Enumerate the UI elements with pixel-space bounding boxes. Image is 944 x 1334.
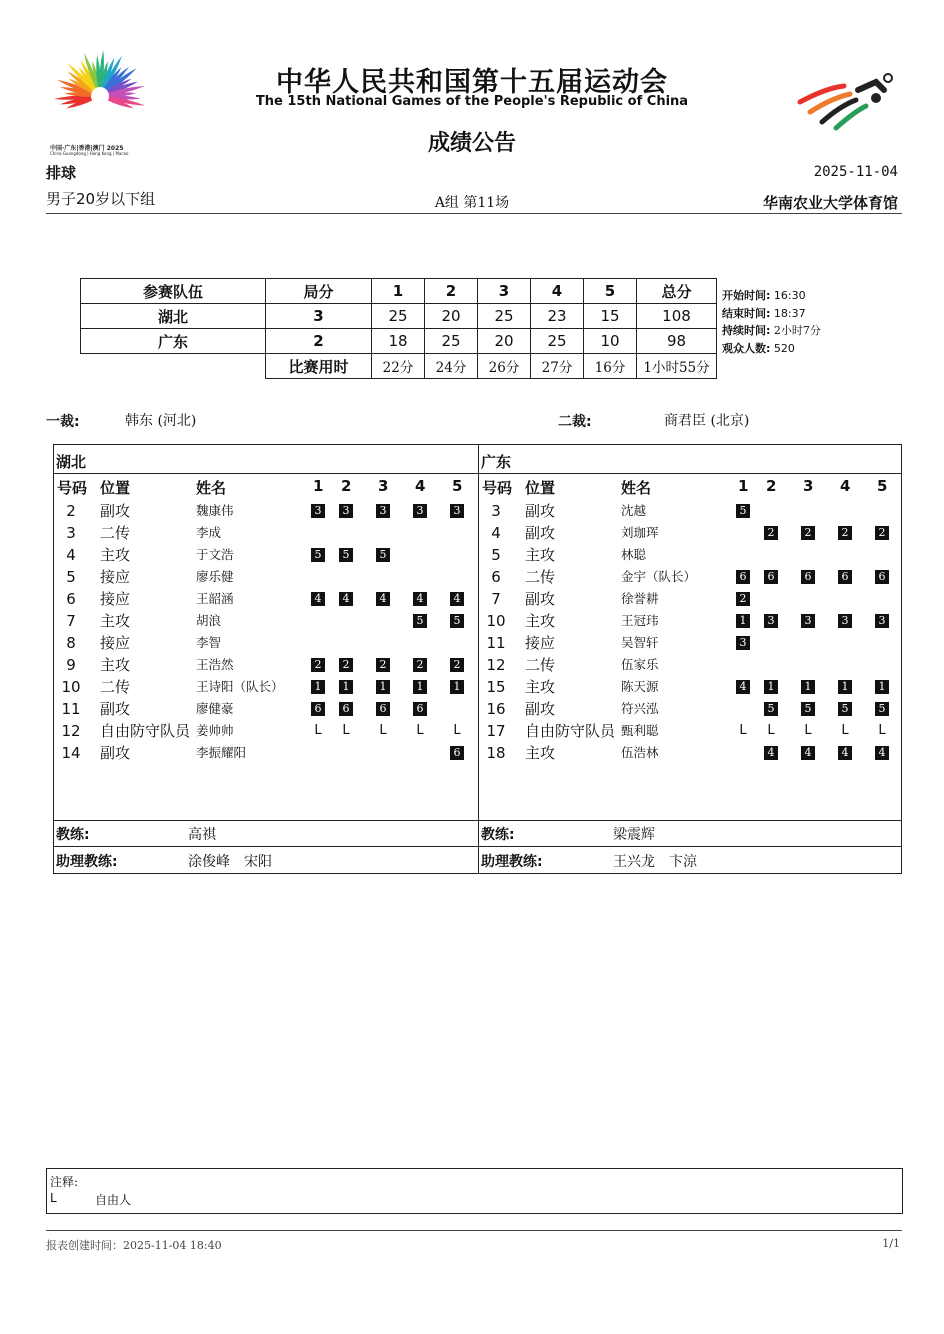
starting-rotation-badge: 1 — [874, 679, 890, 695]
roster-team-2 — [479, 445, 903, 873]
player-number: 5 — [491, 546, 501, 564]
starting-rotation-badge: 3 — [763, 613, 779, 629]
starting-rotation-badge: 6 — [735, 569, 751, 585]
col-number: 号码 — [57, 479, 88, 497]
starting-rotation-badge: 1 — [338, 679, 354, 695]
starting-rotation-badge: 2 — [412, 657, 428, 673]
col-set-3: 3 — [378, 477, 389, 495]
set-duration: 27分 — [531, 354, 584, 379]
sets-won: 3 — [266, 304, 372, 329]
starting-rotation-badge: 5 — [874, 701, 890, 717]
start-time-line — [722, 287, 821, 305]
starting-rotation-badge: 3 — [800, 613, 816, 629]
starting-rotation-badge: 5 — [375, 547, 391, 563]
player-number: 5 — [66, 568, 76, 586]
player-name: 廖健豪 — [196, 701, 234, 716]
starting-rotation-badge: 3 — [412, 503, 428, 519]
starting-rotation-badge: 3 — [449, 503, 465, 519]
player-row — [479, 500, 903, 522]
player-row — [54, 676, 478, 698]
player-number: 3 — [66, 524, 76, 542]
assistant-coaches: 王兴龙 卞涼 — [613, 854, 697, 870]
col-set-4: 4 — [840, 477, 851, 495]
col-set-2: 2 — [766, 477, 777, 495]
starting-rotation-badge: 4 — [375, 591, 391, 607]
results-announcement-title: 成绩公告 — [427, 131, 516, 156]
col-position: 位置 — [100, 479, 131, 497]
header-set-5: 5 — [584, 279, 637, 304]
starting-rotation-badge: 5 — [800, 701, 816, 717]
page-number: 1/1 — [882, 1237, 900, 1250]
player-row — [54, 698, 478, 720]
set-score: 25 — [478, 304, 531, 329]
player-row — [479, 632, 903, 654]
libero-mark: L — [767, 723, 775, 738]
starting-rotation-badge: 1 — [375, 679, 391, 695]
player-name: 王浩然 — [196, 657, 234, 672]
duration: 2小时7分 — [773, 324, 821, 337]
roster-team-name: 湖北 — [56, 453, 87, 471]
set-duration: 24分 — [425, 354, 478, 379]
set-score: 10 — [584, 329, 637, 354]
libero-mark: L — [453, 723, 461, 738]
header-divider — [46, 213, 902, 214]
player-name: 廖乐健 — [196, 569, 234, 584]
player-row — [54, 566, 478, 588]
player-position: 主攻 — [525, 612, 556, 630]
libero-mark: L — [379, 723, 387, 738]
first-referee: 韩东 (河北) — [125, 413, 197, 429]
player-name: 甄利聪 — [621, 723, 659, 738]
player-row — [479, 676, 903, 698]
match-info — [722, 287, 821, 357]
player-position: 副攻 — [100, 502, 131, 520]
player-number: 15 — [486, 678, 506, 696]
starting-rotation-badge: 6 — [338, 701, 354, 717]
player-name: 于文浩 — [196, 547, 234, 562]
header-team: 参赛队伍 — [81, 279, 266, 304]
starting-rotation-badge: 1 — [412, 679, 428, 695]
player-position: 主攻 — [525, 744, 556, 762]
starting-rotation-badge: 4 — [763, 745, 779, 761]
player-position: 自由防守队员 — [100, 722, 191, 740]
libero-mark: L — [314, 723, 322, 738]
col-name: 姓名 — [196, 479, 227, 497]
starting-rotation-badge: 3 — [310, 503, 326, 519]
player-number: 16 — [486, 700, 506, 718]
starting-rotation-badge: 2 — [449, 657, 465, 673]
player-name: 徐誉耕 — [621, 591, 659, 606]
player-position: 二传 — [100, 678, 131, 696]
team-rosters — [53, 444, 902, 874]
starting-rotation-badge: 4 — [338, 591, 354, 607]
set-score: 25 — [425, 329, 478, 354]
player-name: 姜帅帅 — [196, 723, 234, 738]
total-duration: 1小时55分 — [637, 354, 717, 379]
player-name: 吴智轩 — [621, 635, 659, 650]
match-time-label: 比赛用时 — [266, 354, 372, 379]
starting-rotation-badge: 3 — [874, 613, 890, 629]
player-name: 伍浩林 — [621, 745, 659, 760]
starting-rotation-badge: 5 — [837, 701, 853, 717]
player-position: 副攻 — [525, 590, 556, 608]
starting-rotation-badge: 4 — [310, 591, 326, 607]
set-score: 25 — [531, 329, 584, 354]
starting-rotation-badge: 5 — [338, 547, 354, 563]
team-name: 湖北 — [81, 304, 266, 329]
player-position: 自由防守队员 — [525, 722, 616, 740]
player-number: 10 — [486, 612, 506, 630]
set-duration: 16分 — [584, 354, 637, 379]
player-position: 接应 — [100, 590, 131, 608]
venue: 华南农业大学体育馆 — [762, 194, 898, 212]
starting-rotation-badge: 5 — [310, 547, 326, 563]
player-row — [479, 588, 903, 610]
starting-rotation-badge: 2 — [310, 657, 326, 673]
player-number: 9 — [66, 656, 76, 674]
player-name: 王韶涵 — [196, 591, 234, 606]
col-set-5: 5 — [877, 477, 888, 495]
notes-label: 注释: — [50, 1175, 79, 1189]
score-row-team-2 — [81, 329, 717, 354]
libero-mark: L — [416, 723, 424, 738]
set-score: 23 — [531, 304, 584, 329]
score-header-row — [81, 279, 717, 304]
player-number: 17 — [486, 722, 506, 740]
notes-symbol: L — [50, 1191, 57, 1205]
starting-rotation-badge: 2 — [735, 591, 751, 607]
starting-rotation-badge: 4 — [449, 591, 465, 607]
player-number: 18 — [486, 744, 506, 762]
player-row — [54, 522, 478, 544]
player-position: 二传 — [525, 656, 556, 674]
set-duration-row — [81, 354, 717, 379]
player-name: 伍家乐 — [621, 657, 659, 672]
col-set-3: 3 — [803, 477, 814, 495]
player-row — [54, 720, 478, 742]
starting-rotation-badge: 1 — [763, 679, 779, 695]
event-title-en: The 15th National Games of the People's Republic of China — [255, 94, 689, 109]
player-name: 沈越 — [621, 503, 647, 518]
player-position: 接应 — [525, 634, 556, 652]
starting-rotation-badge: 3 — [375, 503, 391, 519]
player-number: 11 — [61, 700, 81, 718]
starting-rotation-badge: 5 — [735, 503, 751, 519]
player-name: 王诗阳（队长） — [196, 679, 284, 694]
player-position: 主攻 — [100, 656, 131, 674]
player-position: 主攻 — [100, 546, 131, 564]
starting-rotation-badge: 2 — [874, 525, 890, 541]
player-name: 刘珈珲 — [621, 525, 659, 540]
libero-mark: L — [804, 723, 812, 738]
notes-description: 自由人 — [95, 1193, 132, 1207]
starting-rotation-badge: 4 — [837, 745, 853, 761]
player-row — [479, 654, 903, 676]
coach-name: 高祺 — [188, 827, 216, 843]
player-number: 4 — [66, 546, 76, 564]
set-score: 20 — [425, 304, 478, 329]
attendance-label: 观众人数: — [722, 341, 771, 355]
libero-mark: L — [878, 723, 886, 738]
player-name: 李智 — [196, 635, 222, 650]
col-set-1: 1 — [313, 477, 324, 495]
player-name: 魏康伟 — [196, 503, 234, 518]
end-time: 18:37 — [773, 306, 806, 320]
libero-mark: L — [342, 723, 350, 738]
starting-rotation-badge: 1 — [800, 679, 816, 695]
sets-won: 2 — [266, 329, 372, 354]
set-duration: 22分 — [372, 354, 425, 379]
assistant-coaches: 涂俊峰 宋阳 — [188, 854, 272, 870]
player-row — [54, 544, 478, 566]
second-referee: 商君臣 (北京) — [664, 413, 750, 429]
header-set-4: 4 — [531, 279, 584, 304]
notes-box — [46, 1168, 903, 1214]
starting-rotation-badge: 5 — [763, 701, 779, 717]
player-name: 李成 — [196, 525, 222, 540]
coach-label: 教练: — [481, 827, 515, 843]
score-row-team-1 — [81, 304, 717, 329]
libero-mark: L — [739, 723, 747, 738]
logo-subtext: China·Guangdong | Hong Kong | Macao — [50, 151, 129, 156]
header-set-1: 1 — [372, 279, 425, 304]
age-group: 男子20岁以下组 — [46, 190, 156, 208]
total-points: 108 — [637, 304, 717, 329]
player-number: 7 — [491, 590, 501, 608]
sport-label: 排球 — [46, 164, 77, 182]
logo-text: 中国·广东|香港|澳门 2025 — [50, 145, 124, 152]
player-number: 7 — [66, 612, 76, 630]
player-number: 14 — [61, 744, 81, 762]
player-name: 金宇（队长） — [621, 569, 697, 584]
col-position: 位置 — [525, 479, 556, 497]
player-number: 4 — [491, 524, 501, 542]
player-position: 接应 — [100, 568, 131, 586]
total-points: 98 — [637, 329, 717, 354]
player-row — [479, 698, 903, 720]
starting-rotation-badge: 2 — [763, 525, 779, 541]
starting-rotation-badge: 6 — [310, 701, 326, 717]
assistant-coach-label: 助理教练: — [481, 854, 543, 870]
set-duration: 26分 — [478, 354, 531, 379]
match-date: 2025-11-04 — [813, 164, 898, 180]
starting-rotation-badge: 6 — [763, 569, 779, 585]
starting-rotation-badge: 3 — [338, 503, 354, 519]
starting-rotation-badge: 1 — [837, 679, 853, 695]
duration-label: 持续时间: — [722, 324, 771, 337]
player-number: 6 — [491, 568, 501, 586]
start-time-label: 开始时间: — [722, 289, 771, 302]
report-created-time: 报表创建时间：2025-11-04 18:40 — [46, 1239, 222, 1252]
player-name: 符兴泓 — [621, 701, 659, 716]
player-number: 12 — [61, 722, 81, 740]
score-table — [80, 278, 717, 379]
starting-rotation-badge: 2 — [800, 525, 816, 541]
player-number: 11 — [486, 634, 506, 652]
header-total: 总分 — [637, 279, 717, 304]
starting-rotation-badge: 2 — [375, 657, 391, 673]
duration-line — [722, 322, 821, 340]
assistant-coach-label: 助理教练: — [56, 854, 118, 870]
player-position: 副攻 — [525, 524, 556, 542]
starting-rotation-badge: 5 — [449, 613, 465, 629]
player-number: 6 — [66, 590, 76, 608]
starting-rotation-badge: 6 — [375, 701, 391, 717]
player-row — [54, 500, 478, 522]
roster-team-name: 广东 — [481, 453, 512, 471]
set-score: 20 — [478, 329, 531, 354]
set-score: 25 — [372, 304, 425, 329]
player-name: 胡浪 — [196, 613, 222, 628]
starting-rotation-badge: 3 — [837, 613, 853, 629]
end-time-line — [722, 305, 821, 323]
player-number: 10 — [61, 678, 81, 696]
starting-rotation-badge: 6 — [412, 701, 428, 717]
starting-rotation-badge: 1 — [449, 679, 465, 695]
starting-rotation-badge: 5 — [412, 613, 428, 629]
header-set-3: 3 — [478, 279, 531, 304]
player-position: 主攻 — [525, 678, 556, 696]
player-row — [54, 654, 478, 676]
starting-rotation-badge: 4 — [800, 745, 816, 761]
player-position: 主攻 — [525, 546, 556, 564]
player-position: 接应 — [100, 634, 131, 652]
starting-rotation-badge: 2 — [837, 525, 853, 541]
col-number: 号码 — [482, 479, 513, 497]
starting-rotation-badge: 4 — [735, 679, 751, 695]
coach-name: 梁震辉 — [613, 827, 655, 843]
player-name: 林聪 — [621, 547, 647, 562]
starting-rotation-badge: 1 — [735, 613, 751, 629]
player-row — [54, 632, 478, 654]
starting-rotation-badge: 4 — [412, 591, 428, 607]
starting-rotation-badge: 4 — [874, 745, 890, 761]
coach-label: 教练: — [56, 827, 90, 843]
starting-rotation-badge: 3 — [735, 635, 751, 651]
end-time-label: 结束时间: — [722, 306, 771, 320]
match-round: A组 第11场 — [434, 195, 510, 211]
player-position: 副攻 — [525, 502, 556, 520]
starting-rotation-badge: 6 — [449, 745, 465, 761]
player-row — [479, 522, 903, 544]
libero-mark: L — [841, 723, 849, 738]
set-score: 15 — [584, 304, 637, 329]
second-referee-label: 二裁: — [558, 414, 592, 430]
header-sets-won: 局分 — [266, 279, 372, 304]
attendance: 520 — [773, 341, 795, 355]
col-set-1: 1 — [738, 477, 749, 495]
player-number: 8 — [66, 634, 76, 652]
starting-rotation-badge: 1 — [310, 679, 326, 695]
player-row — [479, 720, 903, 742]
player-name: 李振耀阳 — [196, 745, 247, 760]
player-name: 王冠玮 — [621, 613, 659, 628]
player-row — [479, 566, 903, 588]
player-row — [54, 610, 478, 632]
col-name: 姓名 — [621, 479, 652, 497]
player-row — [479, 610, 903, 632]
first-referee-label: 一裁: — [46, 414, 80, 430]
event-title-cn: 中华人民共和国第十五届运动会 — [276, 67, 668, 98]
player-number: 2 — [66, 502, 76, 520]
player-position: 副攻 — [525, 700, 556, 718]
team-name: 广东 — [81, 329, 266, 354]
player-position: 副攻 — [100, 744, 131, 762]
player-position: 主攻 — [100, 612, 131, 630]
header-set-2: 2 — [425, 279, 478, 304]
player-position: 副攻 — [100, 700, 131, 718]
player-row — [54, 588, 478, 610]
starting-rotation-badge: 6 — [874, 569, 890, 585]
player-row — [54, 742, 478, 764]
roster-team-1 — [54, 445, 478, 873]
starting-rotation-badge: 6 — [800, 569, 816, 585]
col-set-5: 5 — [452, 477, 463, 495]
player-number: 12 — [486, 656, 506, 674]
starting-rotation-badge: 6 — [837, 569, 853, 585]
col-set-2: 2 — [341, 477, 352, 495]
player-name: 陈天源 — [621, 679, 659, 694]
player-number: 3 — [491, 502, 501, 520]
player-row — [479, 544, 903, 566]
starting-rotation-badge: 2 — [338, 657, 354, 673]
player-position: 二传 — [525, 568, 556, 586]
start-time: 16:30 — [773, 289, 806, 302]
footer-divider — [46, 1230, 902, 1231]
player-position: 二传 — [100, 524, 131, 542]
col-set-4: 4 — [415, 477, 426, 495]
set-score: 18 — [372, 329, 425, 354]
player-row — [479, 742, 903, 764]
attendance-line — [722, 340, 821, 358]
